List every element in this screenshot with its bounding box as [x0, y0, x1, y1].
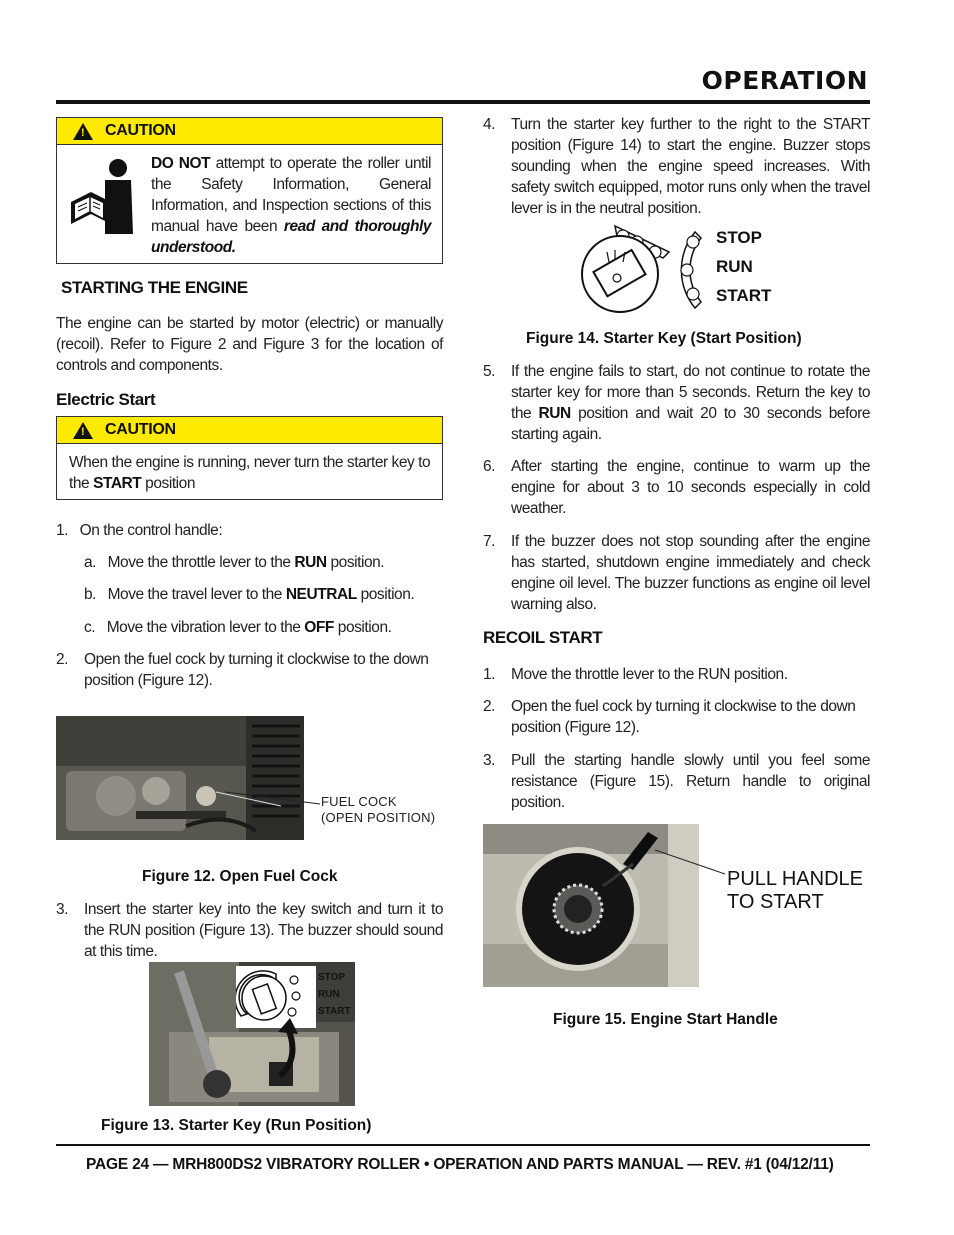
caution-start-c: position	[141, 475, 196, 492]
right-step-7: If the buzzer does not stop sounding after the engine has started, shutdown engine immediately and check engine oil level. The buzzer functions as engine oil level warning also.	[511, 533, 870, 613]
figure-14-caption: Figure 14. Starter Key (Start Position)	[526, 330, 802, 347]
step-text: position.	[356, 586, 415, 603]
fuel-cock-label-line2: (OPEN POSITION)	[321, 810, 436, 825]
caution-start-text	[69, 452, 437, 494]
caution-safety-text	[151, 153, 431, 258]
step-text: position.	[333, 619, 392, 636]
page-title: OPERATION	[701, 66, 868, 95]
figure-12-caption: Figure 12. Open Fuel Cock	[142, 868, 338, 885]
step-text: a. Move the throttle lever to the	[84, 554, 295, 571]
recoil-step-2: Open the fuel cock by turning it clockwise to the down position (Figure 12).	[511, 698, 856, 736]
step-text: c. Move the vibration lever to the	[84, 619, 305, 636]
electric-step-1c	[84, 617, 391, 638]
step-text: If the engine fails to start, do not continue to rotate the starter key for more than 5 seconds. Return the key to the	[511, 363, 870, 422]
key-switch-start-diagram	[575, 222, 710, 318]
fuel-cock-label-line1: FUEL COCK	[321, 794, 397, 809]
electric-step-3: Insert the starter key into the key switch and turn it to the RUN position (Figure 13). The buzzer should sound at this time.	[84, 901, 443, 960]
header-rule	[56, 100, 870, 104]
fig14-start-label: START	[716, 286, 772, 305]
recoil-step-3-num: 3.	[483, 752, 496, 769]
recoil-step-2-num: 2.	[483, 698, 496, 715]
right-step-5	[511, 361, 870, 445]
step-text: position and wait 20 to 30 seconds before starting again.	[511, 405, 870, 443]
heading-starting-engine: STARTING THE ENGINE	[61, 278, 248, 297]
pull-handle-label	[727, 868, 863, 914]
recoil-step-3: Pull the starting handle slowly until you feel some resistance (Figure 15). Return handle to original position.	[511, 752, 870, 811]
electric-step-2: Open the fuel cock by turning it clockwise to the down position (Figure 12).	[84, 651, 429, 689]
footer-rule	[56, 1144, 870, 1146]
fuel-cock-label	[321, 794, 435, 826]
step-emphasis: NEUTRAL	[285, 586, 357, 603]
caution-text-em: read and thoroughly understood.	[151, 218, 431, 256]
caution-label: CAUTION	[105, 122, 176, 139]
warning-triangle-icon: !	[73, 422, 93, 439]
electric-step-2-num: 2.	[56, 651, 69, 668]
electric-step-3-num: 3.	[56, 901, 69, 918]
electric-step-1: 1. On the control handle:	[56, 522, 223, 539]
right-step-6-num: 6.	[483, 458, 496, 475]
caution-banner	[57, 118, 442, 145]
warning-triangle-icon: !	[73, 123, 93, 140]
right-step-6: After starting the engine, continue to warm up the engine for about 3 to 10 seconds especially in cold weather.	[511, 458, 870, 517]
caution-box-safety	[56, 117, 443, 264]
read-manual-icon	[69, 158, 139, 236]
caution-start-b: START	[93, 475, 142, 492]
right-step-7-num: 7.	[483, 533, 496, 550]
figure-12-photo	[56, 716, 304, 840]
figure-13-caption: Figure 13. Starter Key (Run Position)	[101, 1117, 372, 1134]
recoil-step-1-num: 1.	[483, 666, 496, 683]
caution-label: CAUTION	[105, 421, 176, 438]
step-emphasis: OFF	[304, 619, 334, 636]
heading-recoil-start: RECOIL START	[483, 628, 603, 647]
caution-start-a: When the engine is running, never turn the starter key to the	[69, 454, 431, 492]
right-step-4-num: 4.	[483, 116, 496, 133]
fig13-start-label: START	[318, 1006, 351, 1017]
pull-handle-leader-line	[655, 848, 730, 878]
fig14-run-label: RUN	[716, 257, 753, 276]
electric-step-1a	[84, 552, 384, 573]
page-footer: PAGE 24 — MRH800DS2 VIBRATORY ROLLER • OPERATION AND PARTS MANUAL — REV. #1 (04/12/11)	[86, 1156, 834, 1173]
caution-text-body: attempt to operate the roller until the Safety Information, General Information, and Inspection sections of this manual have been	[151, 155, 431, 235]
caution-banner	[57, 417, 442, 444]
step-text: position.	[326, 554, 385, 571]
step-emphasis: RUN	[294, 554, 327, 571]
caution-box-start	[56, 416, 443, 500]
pull-handle-label-line1: PULL HANDLE	[727, 868, 863, 890]
fuel-cock-illustration	[56, 716, 304, 840]
fuel-cock-leader-line	[225, 790, 325, 810]
step-text: b. Move the travel lever to the	[84, 586, 286, 603]
rotation-arrow-icon	[270, 1018, 310, 1078]
right-step-5-num: 5.	[483, 363, 496, 380]
electric-step-1b	[84, 584, 414, 605]
fig13-stop-label: STOP	[318, 972, 346, 983]
right-step-4: Turn the starter key further to the right to the START position (Figure 14) to start the engine. Buzzer stops sounding when the engine speed increases. With safety switch equipped, motor runs only when the travel lever is in the neutral position.	[511, 116, 870, 217]
starting-intro: The engine can be started by motor (electric) or manually (recoil). Refer to Figure 2 and Figure 3 for the location of controls and components.	[56, 315, 443, 374]
caution-emphasis: DO NOT	[151, 155, 211, 172]
recoil-step-1: Move the throttle lever to the RUN position.	[511, 666, 788, 683]
pull-handle-label-line2: TO START	[727, 891, 824, 913]
fig13-run-label: RUN	[318, 989, 340, 1000]
figure-15-caption: Figure 15. Engine Start Handle	[553, 1011, 778, 1028]
step-emphasis: RUN	[538, 405, 571, 422]
heading-electric-start: Electric Start	[56, 390, 156, 409]
fig14-stop-label: STOP	[716, 228, 762, 247]
